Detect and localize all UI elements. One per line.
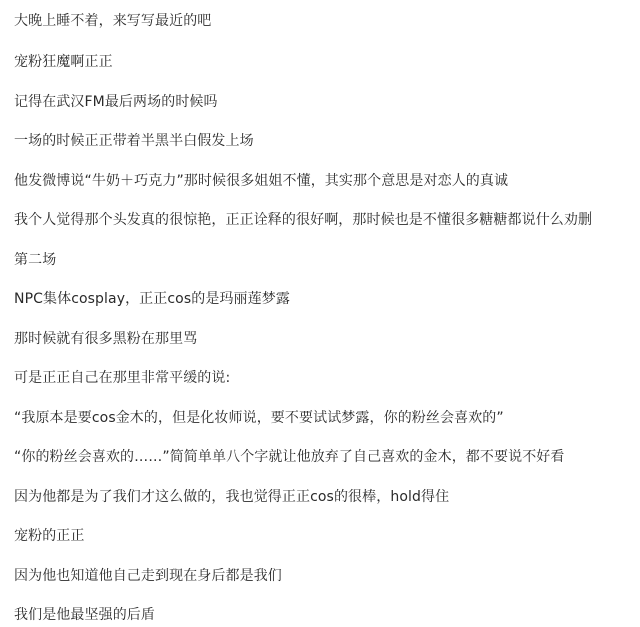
document-body	[14, 0, 634, 627]
text-line: 因为他也知道他自己走到现在身后都是我们	[14, 568, 282, 584]
text-line: 记得在武汉FM最后两场的时候吗	[14, 94, 218, 110]
text-line: 因为他都是为了我们才这么做的，我也觉得正正cos的很棒，hold得住	[14, 489, 450, 505]
text-line: “你的粉丝会喜欢的……”简简单单八个字就让他放弃了自己喜欢的金木，都不要说不好看	[14, 449, 565, 465]
text-line: 一场的时候正正带着半黑半白假发上场	[14, 133, 254, 149]
text-line: 宠粉狂魔啊正正	[14, 54, 113, 70]
text-line: 宠粉的正正	[14, 528, 85, 544]
text-line: 第二场	[14, 252, 57, 268]
text-line: 我个人觉得那个头发真的很惊艳，正正诠释的很好啊，那时候也是不懂很多糖糖都说什么劝删	[14, 212, 593, 228]
text-line: “我原本是要cos金木的，但是化妆师说，要不要试试梦露，你的粉丝会喜欢的”	[14, 410, 504, 426]
text-line: 大晚上睡不着，来写写最近的吧	[14, 13, 212, 29]
text-line: 我们是他最坚强的后盾	[14, 607, 155, 623]
text-line: 他发微博说“牛奶＋巧克力”那时候很多姐姐不懂，其实那个意思是对恋人的真诚	[14, 173, 509, 189]
text-line: 那时候就有很多黑粉在那里骂	[14, 331, 198, 347]
text-line: NPC集体cosplay，正正cos的是玛丽莲梦露	[14, 291, 290, 307]
text-line: 可是正正自己在那里非常平缓的说:	[14, 370, 231, 386]
